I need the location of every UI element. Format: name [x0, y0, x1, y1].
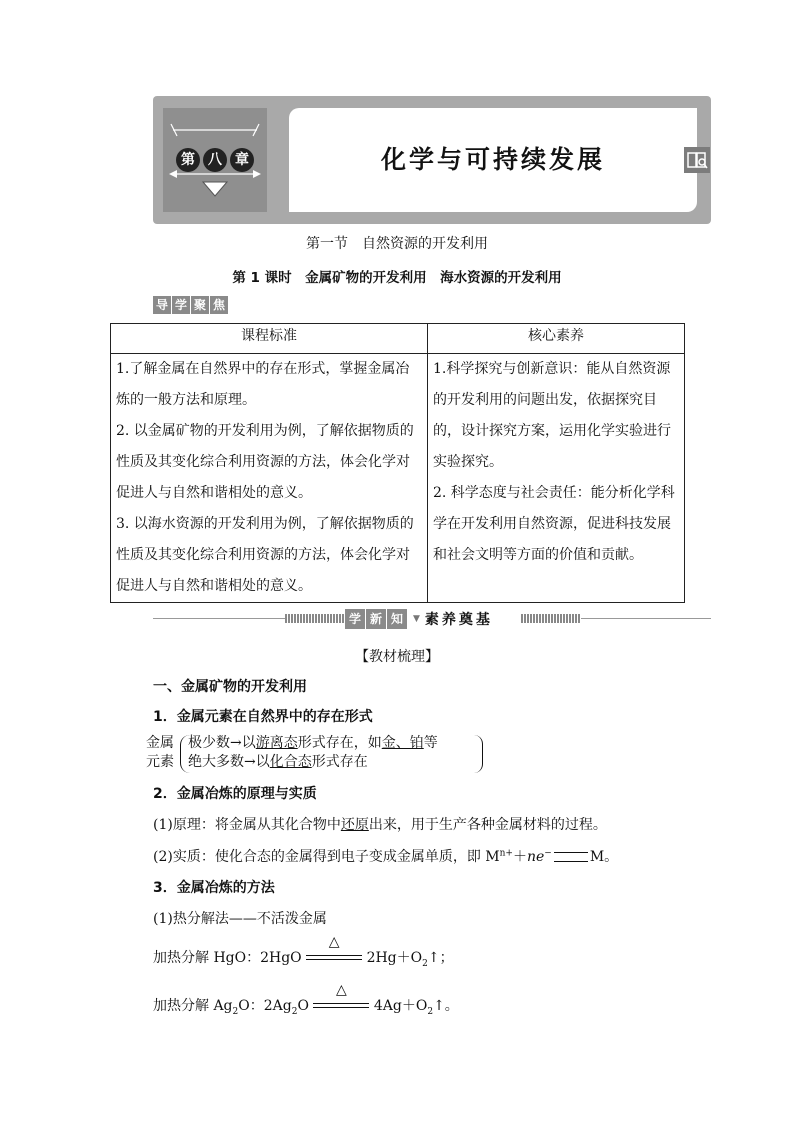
divider-stripes-right [521, 614, 581, 623]
right-brace [474, 735, 483, 773]
guide-badge-char: 导 [153, 296, 171, 314]
brace-label-line: 元素 [146, 754, 174, 770]
equation-hgo [153, 934, 454, 969]
row-text: 形式存在 [311, 754, 368, 770]
heat-symbol: △ [336, 982, 347, 998]
subscript: 2 [291, 1006, 298, 1017]
equals-sign [554, 852, 588, 862]
text: O [297, 998, 309, 1014]
text: ↑。 [433, 998, 459, 1014]
row-text: 绝大多数→以 [188, 754, 270, 770]
divider-tag-char: 新 [366, 609, 386, 629]
chapter-char: 第 [176, 148, 200, 172]
existence-rows [188, 734, 438, 772]
divider-subtitle: 素养奠基 [424, 612, 493, 628]
curriculum-cell [111, 354, 428, 603]
book-icon-glyph [684, 147, 710, 173]
divider-tag-char: 学 [345, 609, 365, 629]
divider-stripes-left [285, 614, 345, 623]
answer-blank: 金、铂 [381, 735, 424, 751]
curriculum-item: 3. 以海水资源的开发利用为例，了解依据物质的性质及其变化综合利用资源的方法，体会化学对促进人与自然和谐相处的意义。 [116, 516, 414, 594]
heating-equals [313, 982, 369, 1012]
subheading-methods: 3．金属冶炼的方法 [153, 880, 275, 896]
chapter-char: 章 [230, 148, 254, 172]
text: ↑； [427, 950, 454, 966]
table-header-curriculum: 课程标准 [111, 324, 428, 354]
text: 加热分解 Ag [153, 998, 233, 1014]
text: ＋ [512, 849, 527, 865]
superscript: − [544, 848, 552, 859]
answer-blank: 化合态 [269, 754, 312, 770]
subscript: 2 [427, 1006, 434, 1017]
text: ne [526, 849, 545, 865]
essence-text [153, 846, 618, 866]
triangle-down-icon: ▼ [413, 614, 420, 624]
equation-ag2o [153, 982, 459, 1017]
heating-equals [306, 934, 362, 964]
existence-row-compound [188, 753, 438, 772]
text: 2Hg＋O [366, 950, 423, 966]
text: 出来，用于生产各种金属材料的过程。 [368, 817, 607, 833]
row-text: 形式存在，如 [297, 735, 382, 751]
standards-table [110, 323, 685, 603]
subheading-principle: 2．金属冶炼的原理与实质 [153, 786, 317, 802]
text: 加热分解 HgO：2HgO [153, 950, 302, 966]
text: (1)原理：将金属从其化合物中 [153, 817, 341, 833]
subheading-existence: 1．金属元素在自然界中的存在形式 [153, 709, 373, 725]
chapter-title: 化学与可持续发展 [380, 145, 605, 174]
chapter-char: 八 [203, 148, 227, 172]
subscript: 2 [232, 1006, 239, 1017]
divider-tag [345, 608, 521, 630]
heading-metal-minerals: 一、金属矿物的开发利用 [153, 679, 307, 695]
text: 4Ag＋O [373, 998, 428, 1014]
chapter-label [176, 148, 254, 172]
brace-label [146, 734, 174, 772]
existence-row-free [188, 734, 438, 753]
answer-blank: 还原 [340, 817, 369, 833]
row-text: 等 [423, 735, 438, 751]
superscript: n+ [499, 848, 513, 859]
curriculum-item: 1.了解金属在自然界中的存在形式，掌握金属冶炼的一般方法和原理。 [116, 361, 410, 408]
literacy-cell [428, 354, 685, 603]
row-text: 极少数→以 [188, 735, 256, 751]
method-thermal-decomposition: (1)热分解法——不活泼金属 [153, 911, 327, 927]
text: M。 [589, 849, 619, 865]
sort-heading: 【教材梳理】 [355, 649, 439, 665]
book-icon[interactable] [684, 147, 710, 173]
answer-blank: 游离态 [255, 735, 298, 751]
curriculum-item: 2. 以金属矿物的开发利用为例，了解依据物质的性质及其变化综合利用资源的方法，体会化学对促进人与自然和谐相处的意义。 [116, 423, 414, 501]
heat-symbol: △ [328, 934, 340, 950]
divider-tag-char: 知 [387, 609, 407, 629]
guide-badge-char: 聚 [191, 296, 209, 314]
section-title: 第一节 自然资源的开发利用 [306, 236, 488, 252]
lesson-title: 第 1 课时 金属矿物的开发利用 海水资源的开发利用 [232, 270, 562, 286]
text: O：2Ag [238, 998, 292, 1014]
guide-badge-char: 学 [172, 296, 190, 314]
brace-label-line: 金属 [146, 735, 174, 751]
guide-badge [153, 296, 228, 314]
principle-text [153, 814, 607, 834]
table-header-literacy: 核心素养 [428, 324, 685, 354]
literacy-item: 2. 科学态度与社会责任：能分析化学科学在开发利用自然资源，促进科技发展和社会文明等方面的价值和贡献。 [433, 485, 675, 563]
guide-badge-char: 焦 [210, 296, 228, 314]
text: (2)实质：使化合态的金属得到电子变成金属单质，即 M [153, 849, 500, 865]
subscript: 2 [422, 958, 428, 969]
literacy-item: 1.科学探究与创新意识：能从自然资源的开发利用的问题出发，依据探究目的，设计探究方案，运用化学实验进行实验探究。 [433, 361, 671, 470]
